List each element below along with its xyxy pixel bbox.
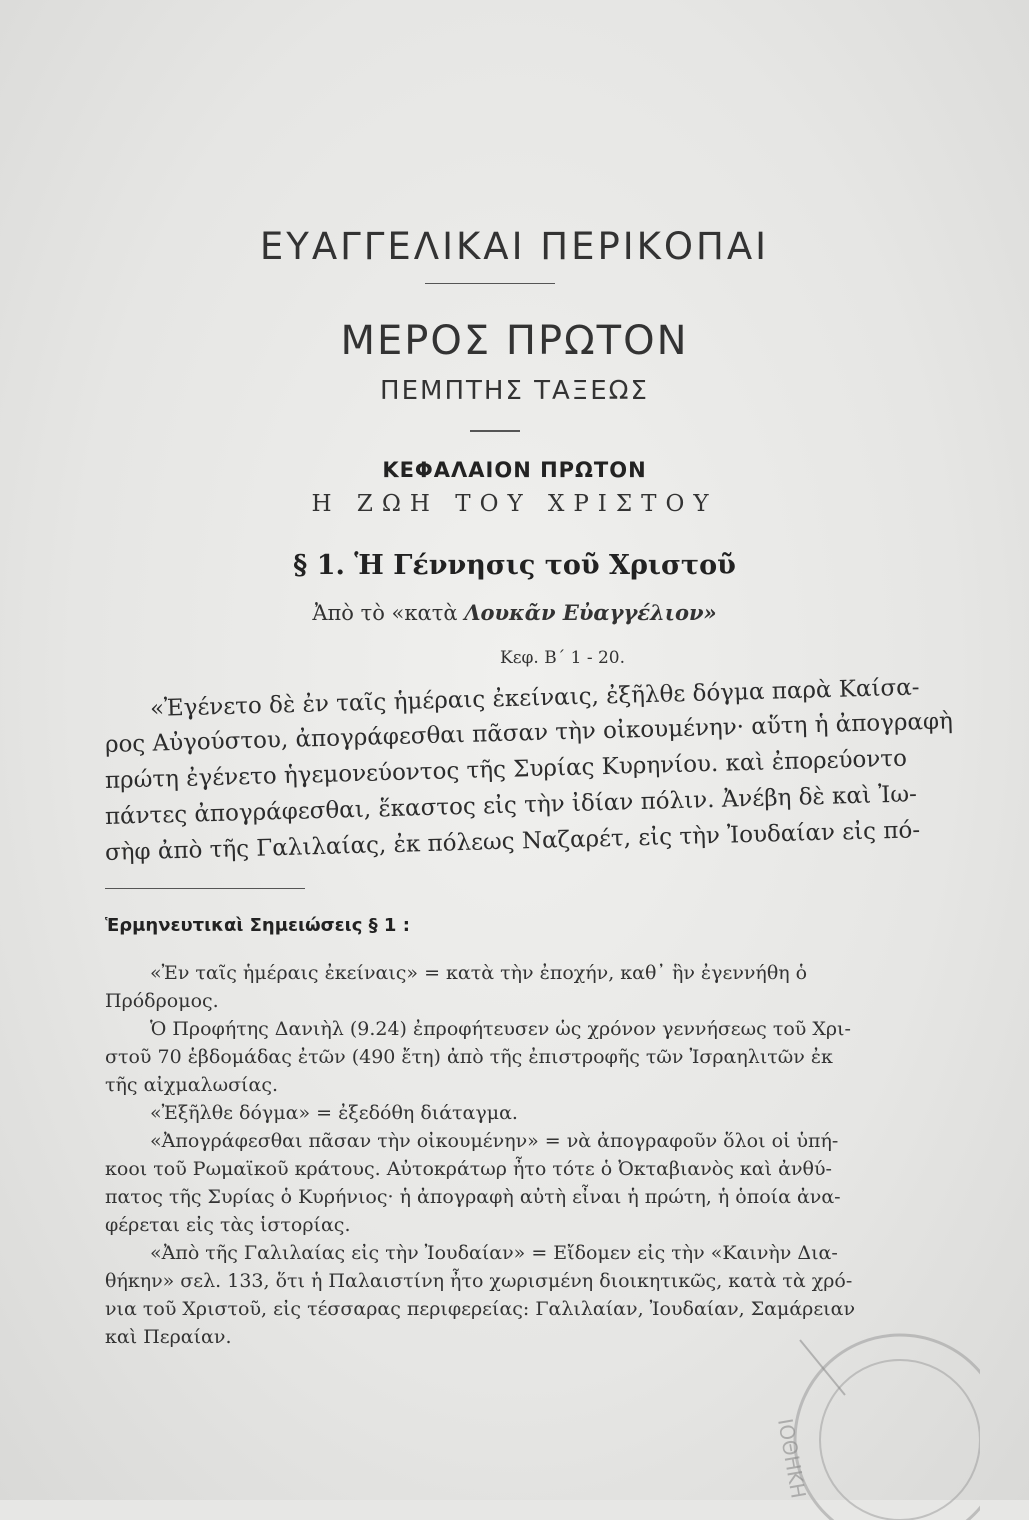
chapter-reference: Κεφ. Β΄ 1 - 20.	[500, 648, 626, 668]
note-line: στοῦ 70 ἑβδομάδας ἐτῶν (490 ἔτη) ἀπὸ τῆς ἐπιστροφῆς τῶν Ἰσραηλιτῶν ἐκ	[105, 1046, 833, 1068]
chapter-subtitle: Η ΖΩΗ ΤΟΥ ΧΡΙΣΤΟΥ	[311, 491, 718, 517]
note-line: τῆς αἰχμαλωσίας.	[105, 1074, 279, 1096]
text-line: πρώτη ἐγένετο ἡγεμονεύοντος τῆς Συρίας Κυρηνίου. καὶ ἐπορεύοντο	[104, 745, 908, 794]
note-line: «Ἀπὸ τῆς Γαλιλαίας εἰς τὴν Ἰουδαίαν» = Εἴδομεν εἰς τὴν «Καινὴν Δια-	[150, 1242, 838, 1264]
footnote-heading: Ἑρμηνευτικαὶ Σημειώσεις § 1 :	[105, 915, 410, 936]
divider-rule	[470, 430, 520, 432]
book-title: ΕΥΑΓΓΕΛΙΚΑΙ ΠΕΡΙΚΟΠΑΙ	[259, 225, 770, 268]
source-gospel: Λουκᾶν Εὐαγγέλιον»	[464, 600, 717, 625]
footnote-separator	[105, 888, 305, 889]
note-line: φέρεται εἰς τὰς ἱστορίας.	[105, 1214, 351, 1236]
note-line: «Ἐν ταῖς ἡμέραις ἐκείναις» = κατὰ τὴν ἐποχήν, καθ᾽ ἣν ἐγεννήθη ὁ	[150, 962, 808, 984]
note-line: «Ἐξῆλθε δόγμα» = ἐξεδόθη διάταγμα.	[150, 1102, 518, 1124]
note-line: πατος τῆς Συρίας ὁ Κυρήνιος· ἡ ἀπογραφὴ αὐτὴ εἶναι ἡ πρώτη, ἡ ὁποία ἀνα-	[105, 1186, 841, 1208]
note-line: Πρόδρομος.	[105, 990, 219, 1012]
note-line: «Ἀπογράφεσθαι πᾶσαν τὴν οἰκουμένην» = νὰ ἀπογραφοῦν ὅλοι οἱ ὑπή-	[150, 1130, 839, 1152]
chapter-title: ΚΕΦΑΛΑΙΟΝ ΠΡΩΤΟΝ	[382, 458, 647, 482]
text-line: ρος Αὐγούστου, ἀπογράφεσθαι πᾶσαν τὴν οἰκουμένην· αὕτη ἡ ἀπογραφὴ	[104, 708, 954, 758]
source-line	[0, 600, 1029, 625]
part-title: ΜΕΡΟΣ ΠΡΩΤΟΝ	[340, 318, 689, 364]
note-line: θήκην» σελ. 133, ὅτι ἡ Παλαιστίνη ἦτο χωρισμένη διοικητικῶς, κατὰ τὰ χρό-	[105, 1270, 853, 1292]
text-line: «Ἐγένετο δὲ ἐν ταῖς ἡμέραις ἐκείναις, ἐξῆλθε δόγμα παρὰ Καίσα-	[149, 674, 920, 722]
text-line: σὴφ ἀπὸ τῆς Γαλιλαίας, ἐκ πόλεως Ναζαρέτ, εἰς τὴν Ἰουδαίαν εἰς πό-	[104, 817, 921, 866]
source-prefix: Ἀπὸ τὸ «κατὰ	[312, 601, 465, 625]
svg-text:ΙΟΘΗΚΗ: ΙΟΘΗΚΗ	[773, 1416, 811, 1501]
note-line: κοοι τοῦ Ρωμαϊκοῦ κράτους. Αὐτοκράτωρ ἦτο τότε ὁ Ὀκταβιανὸς καὶ ἀνθύ-	[105, 1158, 832, 1180]
note-line: νια τοῦ Χριστοῦ, εἰς τέσσαρας περιφερείας: Γαλιλαίαν, Ἰουδαίαν, Σαμάρειαν	[105, 1298, 855, 1320]
text-line: πάντες ἀπογράφεσθαι, ἕκαστος εἰς τὴν ἰδίαν πόλιν. Ἀνέβη δὲ καὶ Ἰω-	[104, 781, 918, 830]
library-stamp-icon	[760, 1300, 980, 1520]
note-line: Ὁ Προφήτης Δανιὴλ (9.24) ἐπροφήτευσεν ὡς χρόνον γεννήσεως τοῦ Χρι-	[150, 1018, 851, 1040]
note-line: καὶ Περαίαν.	[105, 1326, 232, 1348]
class-title: ΠΕΜΠΤΗΣ ΤΑΞΕΩΣ	[380, 376, 649, 406]
section-title: § 1. Ἡ Γέννησις τοῦ Χριστοῦ	[293, 550, 736, 581]
divider-rule	[425, 283, 555, 284]
